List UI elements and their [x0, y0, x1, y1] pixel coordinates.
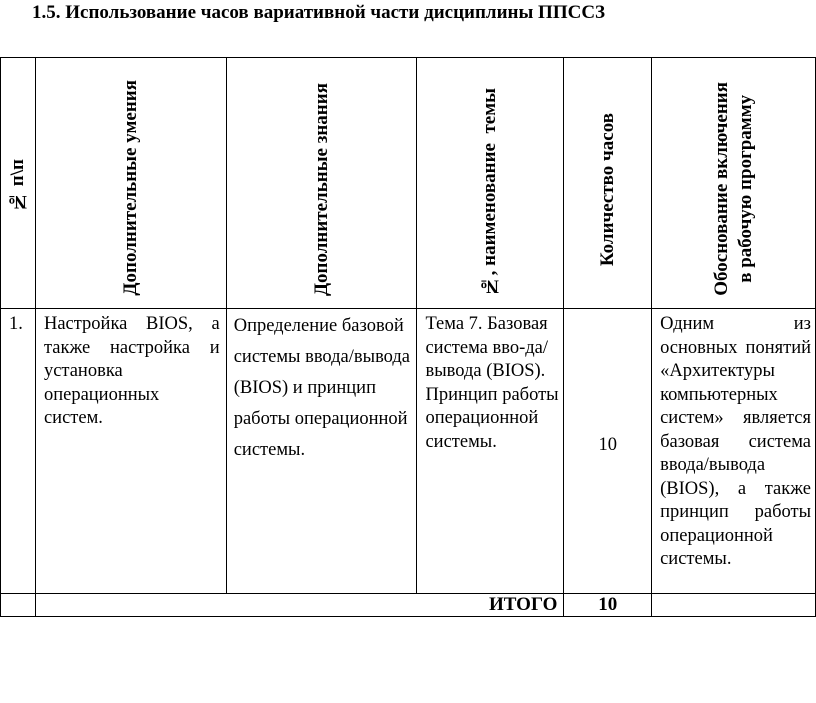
header-topic	[417, 58, 564, 309]
header-justification	[652, 58, 816, 309]
row-hours-value: 10	[598, 435, 617, 456]
row-topic: Тема 7. Базовая система вво-да/вывода (BIOS). Принцип работы операционной системы.	[417, 309, 564, 594]
row-skills: Настройка BIOS, а также настройка и установка операционных систем.	[35, 309, 226, 594]
header-topic-label: №, наименование темы	[479, 87, 501, 296]
row-knowledge: Определение базовой системы ввода/вывода (BIOS) и принцип работы операционной системы.	[226, 309, 417, 594]
header-num-label: № п\п	[6, 159, 28, 212]
total-label: ИТОГО	[35, 594, 563, 617]
header-hours	[564, 58, 652, 309]
header-num	[1, 58, 36, 309]
header-skills	[35, 58, 226, 309]
header-knowledge-label: Дополнительные знания	[310, 82, 332, 296]
row-justification: Одним из основных понятий «Архитектуры компьютерных систем» является базовая система ввода/вывода (BIOS), а также принцип работы операционной системы.	[652, 309, 816, 594]
header-row	[1, 58, 816, 309]
table-row	[1, 309, 816, 594]
variable-hours-table	[0, 57, 816, 617]
header-hours-label: Количество часов	[596, 112, 618, 266]
total-row	[1, 594, 816, 617]
header-skills-label: Дополнительные умения	[119, 80, 141, 296]
section-heading: 1.5. Использование часов вариативной части дисциплины ППССЗ	[32, 2, 606, 23]
header-knowledge	[226, 58, 417, 309]
header-justification-line2: в рабочую программу	[734, 95, 756, 284]
header-justification-line1: Обоснование включения	[710, 82, 732, 296]
total-empty-cell	[1, 594, 36, 617]
total-empty-cell-right	[652, 594, 816, 617]
row-num: 1.	[1, 309, 36, 594]
row-hours	[564, 309, 652, 594]
header-justification-label	[710, 82, 758, 296]
total-value: 10	[564, 594, 652, 617]
